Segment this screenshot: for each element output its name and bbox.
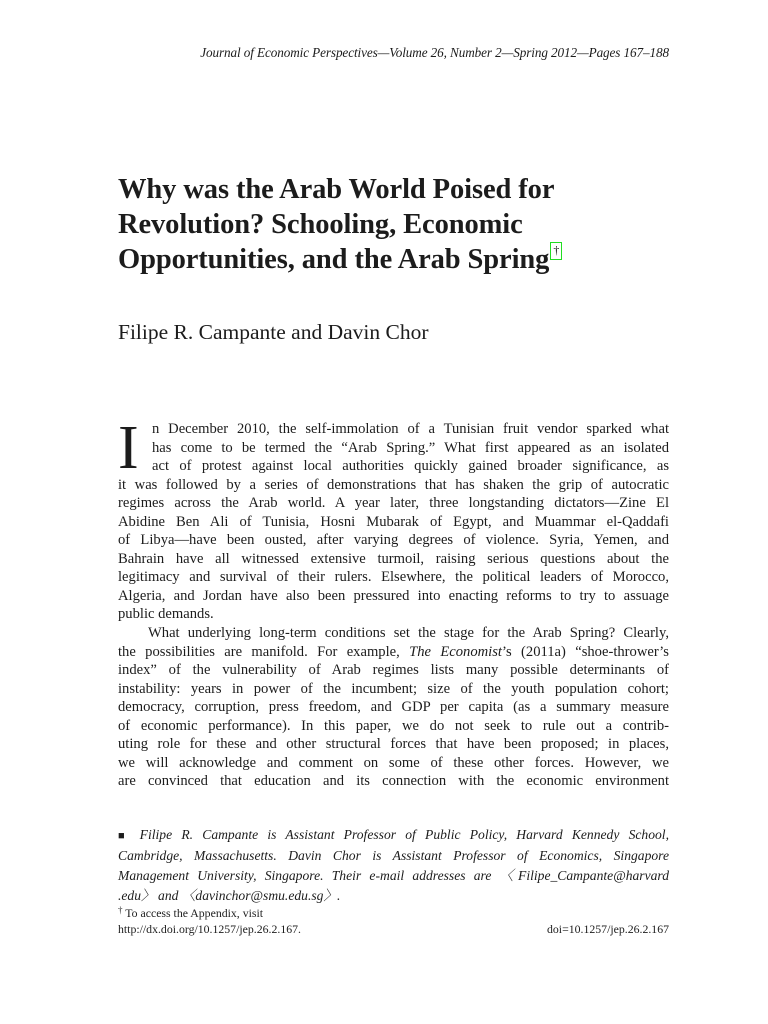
appendix-footnote-link[interactable]: †: [550, 242, 562, 260]
body-line: act of protest against local authorities quickly gained broader significance, as: [152, 458, 669, 475]
title-line-1: Why was the Arab World Poised for: [118, 174, 555, 205]
body-line: regimes across the Arab world. A year later, three longstanding dictators—Zine El: [118, 495, 669, 512]
body-line: [118, 643, 669, 662]
body-line: it was followed by a series of demonstrations that has shaken the grip of autocratic: [118, 476, 669, 493]
appendix-text: To access the Appendix, visit: [125, 906, 264, 920]
footnote-text: Filipe R. Campante is Assistant Professor of Public Policy, Harvard Kennedy School,: [139, 827, 669, 842]
body-line: Bahrain have all witnessed extensive turmoil, raising serious questions about the: [118, 550, 669, 567]
body-line: What underlying long-term conditions set the stage for the Arab Spring? Clearly,: [148, 625, 669, 642]
footnote-line: Cambridge, Massachusetts. Davin Chor is Assistant Professor of Economics, Singapore: [118, 848, 669, 863]
body-line: legitimacy and survival of their rulers. Elsewhere, the political leaders of Morocco,: [118, 569, 669, 586]
square-marker-icon: ■: [118, 830, 131, 842]
dagger-mark: †: [118, 905, 123, 915]
footnote-line: .edu〉 and 〈davinchor@smu.edu.sg〉.: [118, 888, 341, 903]
title-line-2: Revolution? Schooling, Economic: [118, 209, 523, 240]
body-text-run: the possibilities are manifold. For example,: [118, 643, 410, 660]
footnote-line: [118, 825, 669, 846]
body-line: Abidine Ben Ali of Tunisia, Hosni Mubarak of Egypt, and Muammar el-Qaddafi: [118, 513, 669, 530]
body-text-run: ’s (2011a) “shoe-thrower’s: [501, 643, 669, 660]
title-line-3-text: Opportunities, and the Arab Spring: [118, 244, 550, 275]
footnote-line: Management University, Singapore. Their e-mail addresses are 〈Filipe_Campante@harvard: [118, 868, 669, 883]
body-line: are convinced that education and its connection with the economic environment: [118, 773, 669, 790]
title-line-3: [118, 242, 678, 277]
appendix-link-row: [118, 921, 669, 937]
body-line: index” of the vulnerability of Arab regimes lists many possible determinants of: [118, 662, 669, 679]
body-line: instability: years in power of the incumbent; size of the youth population cohort;: [118, 680, 669, 697]
publication-name: The Economist: [409, 643, 502, 660]
article-body: [118, 414, 669, 791]
body-line: uting role for these and other structural forces that have been proposed; in places,: [118, 736, 669, 753]
appendix-note: [118, 902, 669, 937]
body-line: of economic performance). In this paper, we do not seek to rule out a contrib-: [118, 717, 669, 734]
drop-cap: I: [118, 414, 139, 482]
body-line: has come to be termed the “Arab Spring.” What first appeared as an isolated: [152, 439, 669, 456]
article-title: [118, 172, 678, 277]
body-line: democracy, corruption, press freedom, and GDP per capita (as a summary measure: [118, 699, 669, 716]
appendix-line: [118, 902, 669, 921]
body-line: public demands.: [118, 606, 214, 623]
body-line: n December 2010, the self-immolation of a Tunisian fruit vendor sparked what: [152, 421, 669, 437]
appendix-url-link[interactable]: http://dx.doi.org/10.1257/jep.26.2.167.: [118, 922, 301, 936]
body-line: of Libya—have been ousted, after varying degrees of violence. Syria, Yemen, and: [118, 532, 669, 549]
author-affiliation-footnote: [118, 825, 669, 906]
body-line: Algeria, and Jordan have also been pressured into enacting reforms to try to assuage: [118, 587, 669, 604]
doi-label: doi=10.1257/jep.26.2.167: [547, 922, 669, 936]
running-head: Journal of Economic Perspectives—Volume 26, Number 2—Spring 2012—Pages 167–188: [200, 45, 669, 60]
body-line: we will acknowledge and comment on some of these other forces. However, we: [118, 754, 669, 771]
author-names: Filipe R. Campante and Davin Chor: [118, 320, 429, 344]
